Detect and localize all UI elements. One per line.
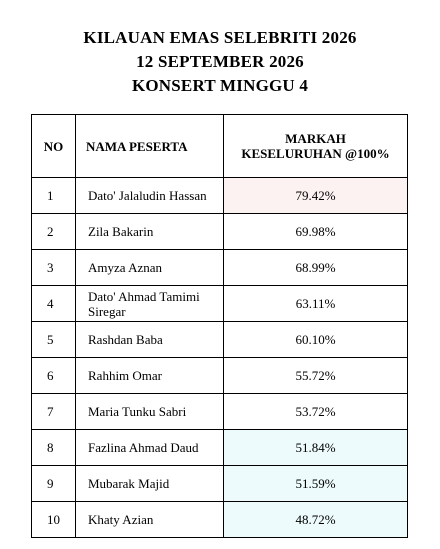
row-nama: Rashdan Baba	[76, 322, 224, 358]
row-no: 10	[32, 502, 76, 538]
table-row	[32, 430, 408, 466]
row-nama: Rahhim Omar	[76, 358, 224, 394]
table-row	[32, 178, 408, 214]
header-no: NO	[32, 115, 76, 178]
header-markah	[224, 115, 408, 178]
row-nama: Maria Tunku Sabri	[76, 394, 224, 430]
row-no: 2	[32, 214, 76, 250]
row-no: 4	[32, 286, 76, 322]
row-no: 1	[32, 178, 76, 214]
results-table	[31, 114, 408, 538]
table-row	[32, 502, 408, 538]
row-nama: Khaty Azian	[76, 502, 224, 538]
row-nama: Fazlina Ahmad Daud	[76, 430, 224, 466]
event-title: KILAUAN EMAS SELEBRITI 2026	[83, 28, 357, 47]
row-markah: 68.99%	[224, 250, 408, 286]
row-nama	[76, 286, 224, 322]
row-nama-line1: Dato' Ahmad Tamimi	[88, 288, 200, 304]
table-row	[32, 322, 408, 358]
row-nama-line2: Siregar	[88, 303, 126, 319]
event-date: 12 SEPTEMBER 2026	[136, 52, 304, 71]
row-markah: 53.72%	[224, 394, 408, 430]
row-markah: 51.59%	[224, 466, 408, 502]
table-row	[32, 250, 408, 286]
row-markah: 63.11%	[224, 286, 408, 322]
row-nama: Amyza Aznan	[76, 250, 224, 286]
table-row	[32, 286, 408, 322]
row-markah: 60.10%	[224, 322, 408, 358]
table-row	[32, 358, 408, 394]
row-no: 9	[32, 466, 76, 502]
header-markah-line1: MARKAH	[285, 131, 346, 146]
row-no: 8	[32, 430, 76, 466]
row-nama: Dato' Jalaludin Hassan	[76, 178, 224, 214]
concert-week: KONSERT MINGGU 4	[131, 76, 309, 95]
row-markah: 55.72%	[224, 358, 408, 394]
page-heading	[0, 26, 440, 98]
row-nama: Mubarak Majid	[76, 466, 224, 502]
row-markah: 79.42%	[224, 178, 408, 214]
row-markah: 51.84%	[224, 430, 408, 466]
table-row	[32, 466, 408, 502]
row-no: 5	[32, 322, 76, 358]
row-no: 7	[32, 394, 76, 430]
row-no: 6	[32, 358, 76, 394]
header-markah-line2: KESELURUHAN @100%	[241, 146, 390, 161]
row-markah: 69.98%	[224, 214, 408, 250]
row-markah: 48.72%	[224, 502, 408, 538]
table-header-row	[32, 115, 408, 178]
table-row	[32, 394, 408, 430]
header-nama-peserta: NAMA PESERTA	[76, 115, 224, 178]
row-nama: Zila Bakarin	[76, 214, 224, 250]
table-row	[32, 214, 408, 250]
row-no: 3	[32, 250, 76, 286]
